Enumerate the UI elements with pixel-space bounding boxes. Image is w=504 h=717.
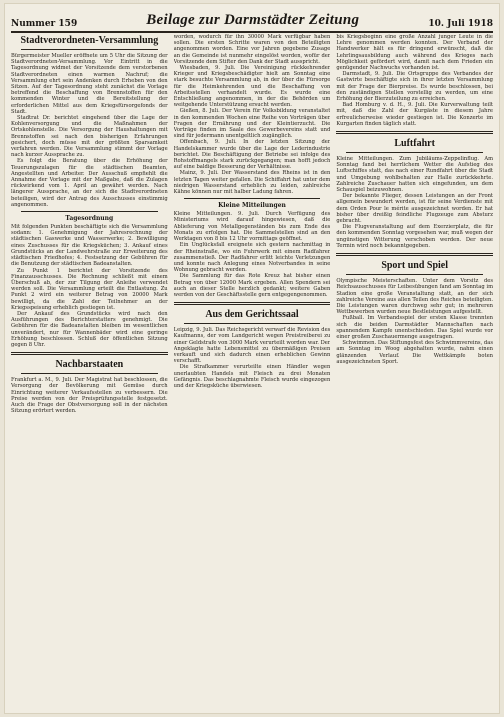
article-paragraph: Der bekannte Flieger, dessen Leistungen an der Front allgemein bewundert werden, ist für seine Verdienste mit dem Orden Pour le mérite ausgezeichnet worden. Er hat bisher über dreißig feindliche Flugzeuge zum Absturz gebracht.	[336, 193, 493, 225]
divider	[21, 49, 158, 50]
issue-number: Nummer 159	[11, 19, 78, 29]
column-1	[11, 34, 168, 709]
column-3	[336, 34, 493, 709]
article-paragraph: Es folgt die Beratung über die Erhöhung der Teuerungszulagen für die städtischen Beamten, Angestellten und Arbeiter. Der Ausschuß empfiehlt die Annahme der Vorlage mit der Maßgabe, daß die Zulagen rückwirkend vom 1. April an gewährt werden. Nach längerer Aussprache, an der sich die Stadtverordneten beteiligen, wird der Antrag des Ausschusses einstimmig angenommen.	[11, 158, 168, 208]
section-title: Stadtverordneten-Versammlung	[20, 35, 159, 46]
divider	[184, 323, 321, 324]
article-paragraph: Offenbach, 9. Juli. In der letzten Sitzung der Handelskammer wurde über die Lage der Lederindustrie berichtet. Die Beschäftigung der Betriebe sei infolge des Rohstoffmangels stark zurückgegangen; man hofft jedoch auf eine baldige Besserung der Verhältnisse.	[173, 139, 331, 171]
article-paragraph: Bürgermeister Mueller eröffnete um 5 Uhr die Sitzung der Stadtverordneten-Versammlung. Vor Eintritt in die Tagesordnung widmet der Vorsitzende dem verstorbenen Stadtverordneten einen warmen Nachruf; die Versammlung ehrt sein Andenken durch Erheben von den Sitzen. Auf der Tagesordnung steht zunächst die Vorlage betreffend die Beschaffung von Brennstoffen für den kommenden Winter und die Bereitstellung der erforderlichen Mittel aus dem Kriegsfürsorgefonds der Stadt.	[11, 53, 168, 115]
article-paragraph: Olympische Meisterschaften. Unter dem Vorsitz des Reichsausschusses für Leibesübungen fand am Sonntag im Stadion eine große Veranstaltung statt, an der sich zahlreiche Vereine aus allen Teilen des Reiches beteiligten. Die Leistungen waren durchweg sehr gut; in mehreren Wettbewerben wurden neue Bestleistungen aufgestellt.	[336, 278, 493, 316]
article-paragraph: Mit folgenden Punkten beschäftigte sich die Versammlung sodann: 1. Genehmigung der Jahresrechnung der städtischen Gaswerke und Wasserwerke; 2. Bewilligung eines Zuschusses für die Kriegsküchen; 3. Ankauf eines Grundstücks an der Landwehrstraße zur Erweiterung des städtischen Friedhofes; 4. Festsetzung der Gebühren für die Benutzung der städtischen Badeanstalten.	[11, 224, 168, 268]
article-paragraph: bis Kriegsbeginn eine große Anzahl junger Leute in die Lehre genommen werden konnten. Der Verband der Handwerker hält es für dringend erwünscht, daß die Lehrlingsausbildung auch während des Krieges nach Möglichkeit gefördert wird, damit nach dem Frieden ein genügender Nachwuchs vorhanden ist.	[336, 34, 493, 72]
divider	[346, 274, 483, 275]
supplement-title: Beilage zur Darmstädter Zeitung	[146, 12, 360, 28]
article-paragraph: Zu Punkt 1 berichtet der Vorsitzende des Finanzausschusses. Die Rechnung schließt mit einem Überschuß ab, der zur Tilgung der Anleihe verwendet werden soll. Die Versammlung erteilt die Entlastung. Zu Punkt 2 wird ein weiterer Betrag von 20000 Mark bewilligt, da die Zahl der Teilnehmer an der Kriegsspeisung erheblich gestiegen ist.	[11, 267, 168, 311]
article-columns	[11, 34, 493, 709]
article-paragraph: Bad Homburg v. d. H., 9. Juli. Die Kurverwaltung teilt mit, daß die Zahl der Kurgäste in diesem Jahre erfreulicherweise wieder gestiegen ist. Die Konzerte im Kurgarten finden täglich statt.	[336, 102, 493, 127]
newspaper-page	[5, 4, 499, 713]
section-title: Nachbarstaaten	[55, 359, 124, 371]
article-paragraph: Die Flugveranstaltung auf dem Exerzierplatz, die für den kommenden Sonntag vorgesehen war, muß wegen der ungünstigen Witterung verschoben werden. Der neue Termin wird noch bekanntgegeben.	[336, 224, 493, 249]
article-paragraph: Kleine Mitteilungen. Zum Jubiläums-Zeppelinflug. Am Sonntag fand bei herrlichem Wetter die Aufstieg des Luftschiffes statt, das nach einer Rundfahrt über die Stadt und Umgebung wohlbehalten zur Halle zurückkehrte. Zahlreiche Zuschauer hatten sich eingefunden, um dem Schauspiel beizuwohnen.	[336, 156, 493, 194]
section-title: Aus dem Gerichtssaal	[205, 309, 299, 321]
divider	[346, 152, 483, 153]
article-paragraph: Gießen, 8. Juli. Der Verein für Volksbildung veranstaltet in den kommenden Wochen eine Reihe von Vorträgen über Fragen der Ernährung und der Kleintierzucht. Die Vorträge finden im Saale des Gewerbevereins statt und sind für jedermann unentgeltlich zugänglich.	[173, 108, 331, 140]
page-header	[11, 9, 493, 33]
section-divider	[11, 352, 168, 355]
article-paragraph: Darmstadt, 9. Juli. Die Ortsgruppe des Verbandes der Gastwirte beschäftigte sich in ihrer letzten Versammlung mit der Frage der Bierpreise. Es wurde beschlossen, bei den zuständigen Stellen vorstellig zu werden, um eine Erhöhung der Bierzuteilung zu erreichen.	[336, 71, 493, 103]
section-subtitle: Tagesordnung	[65, 215, 114, 223]
article-paragraph: Kleine Mitteilungen. 9. Juli. Durch Verfügung des Ministeriums wird darauf hingewiesen, daß die Ablieferung von Metallgegenständen bis zum Ende des Monats zu erfolgen hat. Die Sammelstellen sind an den Werktagen von 8 bis 12 Uhr vormittags geöffnet.	[173, 211, 331, 243]
article-paragraph: worden, wodurch für ihn 30000 Mark verfügbar haben sollen. Die ersten Schritte waren von den Beteiligten angenommen worden. Eine vor Jahren gegebene Zusage an die Gemeinde ist nunmehr eingelöst worden, wofür der Vorsitzende dem Stifter den Dank der Stadt ausspricht.	[173, 34, 331, 65]
section-title: Sport und Spiel	[381, 260, 449, 272]
article-paragraph: Die Sammlung für das Rote Kreuz hat bisher einen Betrag von über 12000 Mark ergeben. Allen Spendern sei auch an dieser Stelle herzlich gedankt; weitere Gaben werden von der Geschäftsstelle gern entgegengenommen.	[173, 273, 331, 298]
article-paragraph: Leipzig, 9. Juli. Das Reichsgericht verwarf die Revision des Kaufmanns, der vom Landgericht wegen Preistreiberei zu einer Geldstrafe von 3000 Mark verurteilt worden war. Der Angeklagte hatte Lebensmittel zu übermäßigen Preisen verkauft und sich dadurch einen erheblichen Gewinn verschafft.	[173, 327, 331, 365]
divider	[184, 198, 321, 199]
section-subtitle: Kleine Mitteilungen	[218, 202, 286, 210]
article-paragraph: Die Strafkammer verurteilte einen Händler wegen unerlaubten Handels mit Fleisch zu drei Monaten Gefängnis. Das beschlagnahmte Fleisch wurde eingezogen und der Kriegsküche überwiesen.	[173, 364, 331, 389]
article-paragraph: Der Ankauf des Grundstücks wird nach den Ausführungen des Berichterstatters genehmigt. Die Gebühren für die Badeanstalten bleiben im wesentlichen unverändert, nur für Wannenbäder wird eine geringe Erhöhung beschlossen. Schluß der öffentlichen Sitzung gegen 8 Uhr.	[11, 310, 168, 348]
article-paragraph: Frankfurt a. M., 9. Juli. Der Magistrat hat beschlossen, die Versorgung der Bevölkerung mit Gemüse durch Einrichtung weiterer Verkaufsstellen zu verbessern. Die Preise werden von der Preisprüfungsstelle festgesetzt. Auch die Frage der Obstversorgung soll in der nächsten Sitzung erörtert werden.	[11, 377, 168, 415]
article-paragraph: Schwimmen. Das Stiftungsfest des Schwimmvereins, das am Sonntag im Woog abgehalten wurde, nahm einen glänzenden Verlauf. Die Wettkämpfe boten ausgezeichneten Sport.	[336, 340, 493, 365]
article-paragraph: Ein Unglücksfall ereignete sich gestern nachmittag in der Rheinstraße, wo ein Fuhrwerk mit einem Radfahrer zusammenstieß. Der Radfahrer erlitt leichte Verletzungen und konnte nach Anlegung eines Notverbandes in seine Wohnung gebracht werden.	[173, 242, 331, 274]
issue-date: 10. Juli 1918	[428, 19, 493, 29]
article-paragraph: Mainz, 9. Juli. Der Wasserstand des Rheins ist in den letzten Tagen weiter gefallen. Die Schiffahrt hat unter dem niedrigen Wasserstand erheblich zu leiden, zahlreiche Kähne können nur mit halber Ladung fahren.	[173, 170, 331, 196]
divider	[21, 211, 158, 212]
section-divider	[174, 302, 331, 305]
article-paragraph: Fußball. Im Verbandsspiel der ersten Klasse trennten sich die beiden Darmstädter Mannschaften nach spannendem Kampfe unentschieden. Das Spiel wurde vor einer großen Zuschauermenge ausgetragen.	[336, 315, 493, 340]
article-paragraph: Stadtrat Dr. berichtet eingehend über die Lage der Kohlenversorgung und die Maßnahmen der Ortskohlenstelle. Die Versorgung der Haushaltungen mit Brennstoffen sei nach den bisherigen Erfahrungen gesichert, doch müsse mit der größten Sparsamkeit verfahren werden. Die Versammlung stimmt der Vorlage nach kurzer Aussprache zu.	[11, 115, 168, 159]
article-paragraph: Wiesbaden, 9. Juli. Die Vereinigung rückkehrender Krieger und Kriegsbeschädigter hielt am Sonntag eine stark besuchte Versammlung ab, in der über die Fürsorge für die Heimkehrenden und die Beschaffung von Arbeitsstellen verhandelt wurde. Es wurde eine Entschließung angenommen, in der die Behörden um weitgehende Unterstützung ersucht werden.	[173, 65, 331, 109]
section-title: Luftfahrt	[394, 138, 435, 150]
divider	[21, 373, 158, 374]
section-divider	[336, 131, 493, 134]
column-2	[174, 34, 331, 709]
section-divider	[336, 253, 493, 256]
